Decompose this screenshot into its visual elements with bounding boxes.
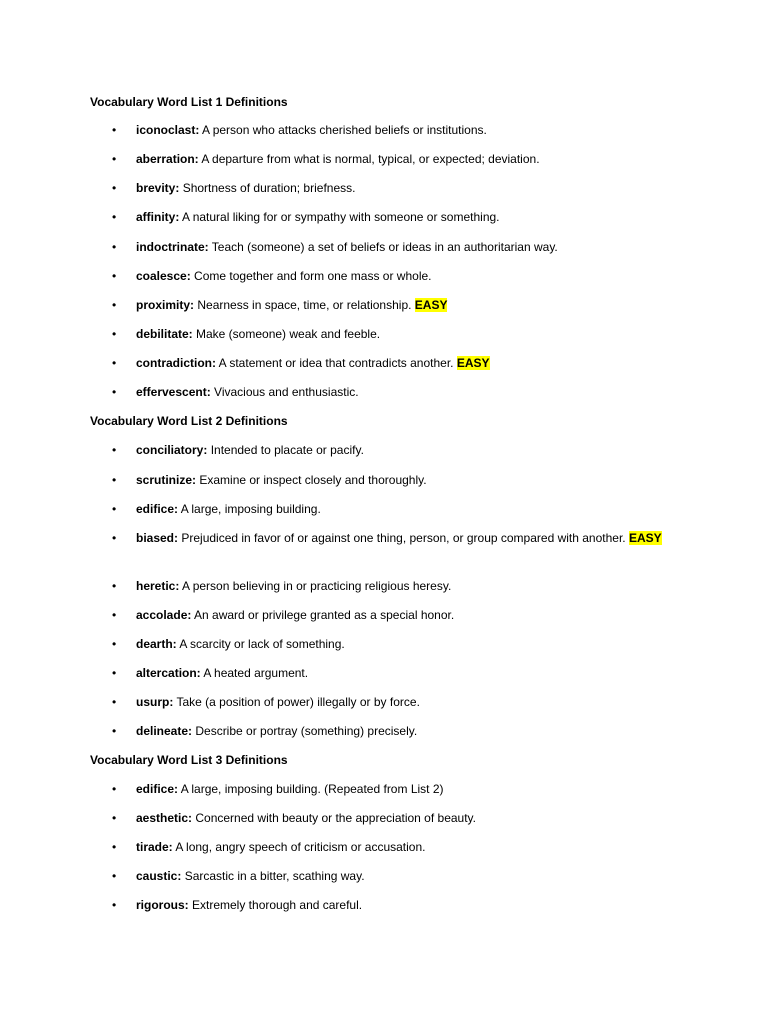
- term: accolade:: [136, 608, 192, 622]
- definition: Examine or inspect closely and thoroughly.: [196, 473, 427, 487]
- bullet-icon: •: [112, 298, 117, 312]
- term: edifice:: [136, 502, 179, 516]
- term: rigorous:: [136, 898, 189, 912]
- list-item: [112, 296, 676, 315]
- list-item: [112, 780, 676, 799]
- bullet-icon: •: [112, 240, 117, 254]
- definition: A scarcity or lack of something.: [176, 637, 345, 651]
- list-item: [112, 383, 676, 402]
- bullet-icon: •: [112, 811, 117, 825]
- definition: Vivacious and enthusiastic.: [210, 385, 359, 399]
- bullet-icon: •: [112, 443, 117, 457]
- list-item: [112, 838, 676, 857]
- term: conciliatory:: [136, 443, 208, 457]
- bullet-icon: •: [112, 782, 117, 796]
- term: aberration:: [136, 152, 199, 166]
- list-item: [112, 896, 676, 915]
- definition: An award or privilege granted as a special honor.: [191, 608, 455, 622]
- bullet-icon: •: [112, 152, 117, 166]
- bullet-icon: •: [112, 608, 117, 622]
- section-heading: Vocabulary Word List 1 Definitions: [90, 95, 288, 109]
- bullet-icon: •: [112, 502, 117, 516]
- term: caustic:: [136, 869, 182, 883]
- definition: Make (someone) weak and feeble.: [192, 327, 381, 341]
- definition: A long, angry speech of criticism or accusation.: [172, 840, 426, 854]
- easy-highlight: EASY: [414, 298, 448, 312]
- term: effervescent:: [136, 385, 211, 399]
- term: dearth:: [136, 637, 177, 651]
- term: iconoclast:: [136, 123, 200, 137]
- definition: Come together and form one mass or whole.: [190, 269, 432, 283]
- term: proximity:: [136, 298, 195, 312]
- definition: Concerned with beauty or the appreciation of beauty.: [192, 811, 476, 825]
- bullet-icon: •: [112, 385, 117, 399]
- term: debilitate:: [136, 327, 193, 341]
- definition: A large, imposing building.: [178, 502, 321, 516]
- section-heading: Vocabulary Word List 2 Definitions: [90, 414, 288, 428]
- definition: Nearness in space, time, or relationship.: [194, 298, 415, 312]
- list-item: [112, 441, 676, 460]
- list-item: [112, 722, 676, 741]
- list-item: [112, 529, 676, 548]
- list-item: [112, 208, 676, 227]
- term: heretic:: [136, 579, 180, 593]
- list-item: [112, 635, 676, 654]
- bullet-icon: •: [112, 123, 117, 137]
- section-heading: Vocabulary Word List 3 Definitions: [90, 753, 288, 767]
- bullet-icon: •: [112, 869, 117, 883]
- term: indoctrinate:: [136, 240, 209, 254]
- definition: Prejudiced in favor of or against one thing, person, or group compared with another.: [178, 531, 629, 545]
- list-item: [112, 121, 676, 140]
- term: aesthetic:: [136, 811, 193, 825]
- term: biased:: [136, 531, 179, 545]
- easy-highlight: EASY: [628, 531, 662, 545]
- term: scrutinize:: [136, 473, 197, 487]
- list-item: [112, 238, 676, 257]
- term: brevity:: [136, 181, 180, 195]
- bullet-icon: •: [112, 181, 117, 195]
- term: edifice:: [136, 782, 179, 796]
- easy-highlight: EASY: [456, 356, 490, 370]
- bullet-icon: •: [112, 898, 117, 912]
- term: altercation:: [136, 666, 201, 680]
- bullet-icon: •: [112, 695, 117, 709]
- term: delineate:: [136, 724, 193, 738]
- list-item: [112, 325, 676, 344]
- bullet-icon: •: [112, 724, 117, 738]
- list-item: [112, 179, 676, 198]
- term: affinity:: [136, 210, 180, 224]
- definition: A departure from what is normal, typical, or expected; deviation.: [198, 152, 540, 166]
- term: coalesce:: [136, 269, 191, 283]
- definition: Extremely thorough and careful.: [188, 898, 363, 912]
- definition: Sarcastic in a bitter, scathing way.: [181, 869, 365, 883]
- bullet-icon: •: [112, 531, 117, 545]
- list-item: [112, 664, 676, 683]
- list-item: [112, 267, 676, 286]
- list-item: [112, 471, 676, 490]
- definition: Take (a position of power) illegally or by force.: [173, 695, 420, 709]
- bullet-icon: •: [112, 579, 117, 593]
- definition: Intended to placate or pacify.: [207, 443, 364, 457]
- definition: A person believing in or practicing religious heresy.: [179, 579, 452, 593]
- definition: Shortness of duration; briefness.: [179, 181, 356, 195]
- bullet-icon: •: [112, 637, 117, 651]
- definition: A person who attacks cherished beliefs or institutions.: [199, 123, 487, 137]
- term: usurp:: [136, 695, 174, 709]
- definition: A statement or idea that contradicts another.: [216, 356, 457, 370]
- bullet-icon: •: [112, 269, 117, 283]
- definition: A natural liking for or sympathy with someone or something.: [179, 210, 500, 224]
- list-item: [112, 693, 676, 712]
- list-item: [112, 606, 676, 625]
- definition: A heated argument.: [200, 666, 309, 680]
- bullet-icon: •: [112, 473, 117, 487]
- definition: Describe or portray (something) precisely.: [192, 724, 418, 738]
- bullet-icon: •: [112, 840, 117, 854]
- list-item: [112, 809, 676, 828]
- definition: Teach (someone) a set of beliefs or ideas in an authoritarian way.: [208, 240, 558, 254]
- bullet-icon: •: [112, 666, 117, 680]
- list-item: [112, 150, 676, 169]
- bullet-icon: •: [112, 327, 117, 341]
- term: tirade:: [136, 840, 173, 854]
- definition: A large, imposing building. (Repeated from List 2): [178, 782, 444, 796]
- list-item: [112, 577, 676, 596]
- term: contradiction:: [136, 356, 216, 370]
- list-item: [112, 500, 676, 519]
- list-item: [112, 867, 676, 886]
- bullet-icon: •: [112, 356, 117, 370]
- bullet-icon: •: [112, 210, 117, 224]
- list-item: [112, 354, 676, 373]
